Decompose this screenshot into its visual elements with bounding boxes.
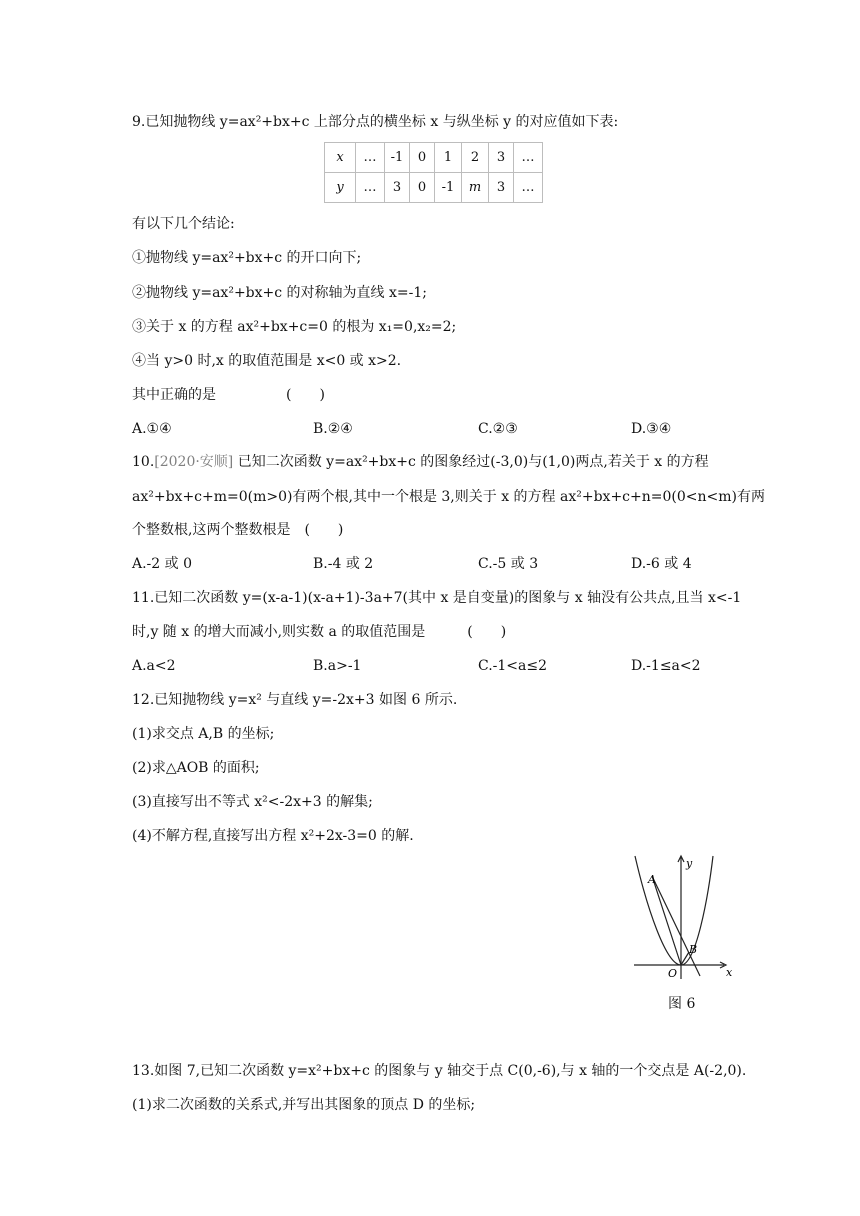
q10-text: 已知二次函数 y=ax²+bx+c 的图象经过(-3,0)与(1,0)两点,若关于 x 的方程	[233, 454, 709, 470]
table-cell: …	[356, 143, 385, 173]
table-cell: m	[462, 173, 489, 203]
table-cell: …	[356, 173, 385, 203]
q12-part-1: (1)求交点 A,B 的坐标;	[132, 726, 275, 742]
q11-option-b: B.a>-1	[313, 658, 362, 674]
table-cell: 1	[435, 143, 462, 173]
table-cell: x	[325, 143, 356, 173]
q9-conclusion-4: ④当 y>0 时,x 的取值范围是 x<0 或 x>2.	[132, 353, 402, 369]
figure-6-caption: 图 6	[668, 996, 696, 1012]
table-row-y	[325, 173, 543, 203]
table-cell: -1	[435, 173, 462, 203]
table-cell: -1	[385, 143, 410, 173]
q9-conclusion-3: ③关于 x 的方程 ax²+bx+c=0 的根为 x₁=0,x₂=2;	[132, 319, 457, 335]
table-cell: 3	[489, 173, 514, 203]
q11-line-2: 时,y 随 x 的增大而减小,则实数 a 的取值范围是 ( )	[132, 624, 507, 640]
q9-option-d: D.③④	[631, 421, 672, 437]
x-axis-label: x	[726, 966, 733, 979]
q9-stem: 9.已知抛物线 y=ax²+bx+c 上部分点的横坐标 x 与纵坐标 y 的对应值如下表:	[132, 114, 619, 130]
q11-option-d: D.-1≤a<2	[631, 658, 701, 674]
q10-option-c: C.-5 或 3	[478, 556, 539, 572]
q9-option-b: B.②④	[313, 421, 353, 437]
q10-line-3: 个整数根,这两个整数根是 ( )	[132, 522, 344, 538]
q9-intro: 有以下几个结论:	[132, 216, 235, 232]
q10-source-tag: [2020·安顺]	[154, 454, 234, 470]
q9-value-table	[324, 142, 543, 203]
table-cell: 3	[489, 143, 514, 173]
q10-number: 10.	[132, 454, 155, 470]
q10-option-a: A.-2 或 0	[132, 556, 193, 572]
q12-part-3: (3)直接写出不等式 x²<-2x+3 的解集;	[132, 794, 373, 810]
table-cell: …	[514, 143, 543, 173]
q11-option-a: A.a<2	[132, 658, 176, 674]
point-b-label: B	[689, 943, 698, 956]
table-cell: 3	[385, 173, 410, 203]
point-a-label: A	[648, 873, 656, 886]
q11-line-1: 11.已知二次函数 y=(x-a-1)(x-a+1)-3a+7(其中 x 是自变量)的图象与 x 轴没有公共点,且当 x<-1	[132, 590, 742, 606]
origin-label: O	[668, 967, 678, 980]
q10-line-2: ax²+bx+c+m=0(m>0)有两个根,其中一个根是 3,则关于 x 的方程 ax²+bx+c+n=0(0<n<m)有两	[132, 489, 765, 505]
q12-part-2: (2)求△AOB 的面积;	[132, 760, 260, 776]
q9-option-c: C.②③	[478, 421, 518, 437]
q9-conclusion-1: ①抛物线 y=ax²+bx+c 的开口向下;	[132, 250, 362, 266]
table-cell: 0	[410, 173, 435, 203]
figure-6-graph	[630, 853, 742, 983]
straight-line	[652, 876, 700, 976]
q9-ask: 其中正确的是 ( )	[132, 387, 325, 403]
table-cell: …	[514, 173, 543, 203]
parabola-curve	[635, 856, 713, 965]
table-cell: 2	[462, 143, 489, 173]
y-axis-label: y	[686, 857, 693, 870]
table-row-x	[325, 143, 543, 173]
q10-option-b: B.-4 或 2	[313, 556, 374, 572]
q13-stem: 13.如图 7,已知二次函数 y=x²+bx+c 的图象与 y 轴交于点 C(0,-6),与 x 轴的一个交点是 A(-2,0).	[132, 1063, 747, 1079]
q9-option-a: A.①④	[132, 421, 172, 437]
table-cell: 0	[410, 143, 435, 173]
q10-option-d: D.-6 或 4	[631, 556, 692, 572]
q13-part-1: (1)求二次函数的关系式,并写出其图象的顶点 D 的坐标;	[132, 1097, 476, 1113]
table-cell: y	[325, 173, 356, 203]
q9-conclusion-2: ②抛物线 y=ax²+bx+c 的对称轴为直线 x=-1;	[132, 285, 427, 301]
q11-option-c: C.-1<a≤2	[478, 658, 548, 674]
q12-stem: 12.已知抛物线 y=x² 与直线 y=-2x+3 如图 6 所示.	[132, 692, 458, 708]
q12-part-4: (4)不解方程,直接写出方程 x²+2x-3=0 的解.	[132, 828, 414, 844]
q10-line-1	[132, 453, 709, 471]
